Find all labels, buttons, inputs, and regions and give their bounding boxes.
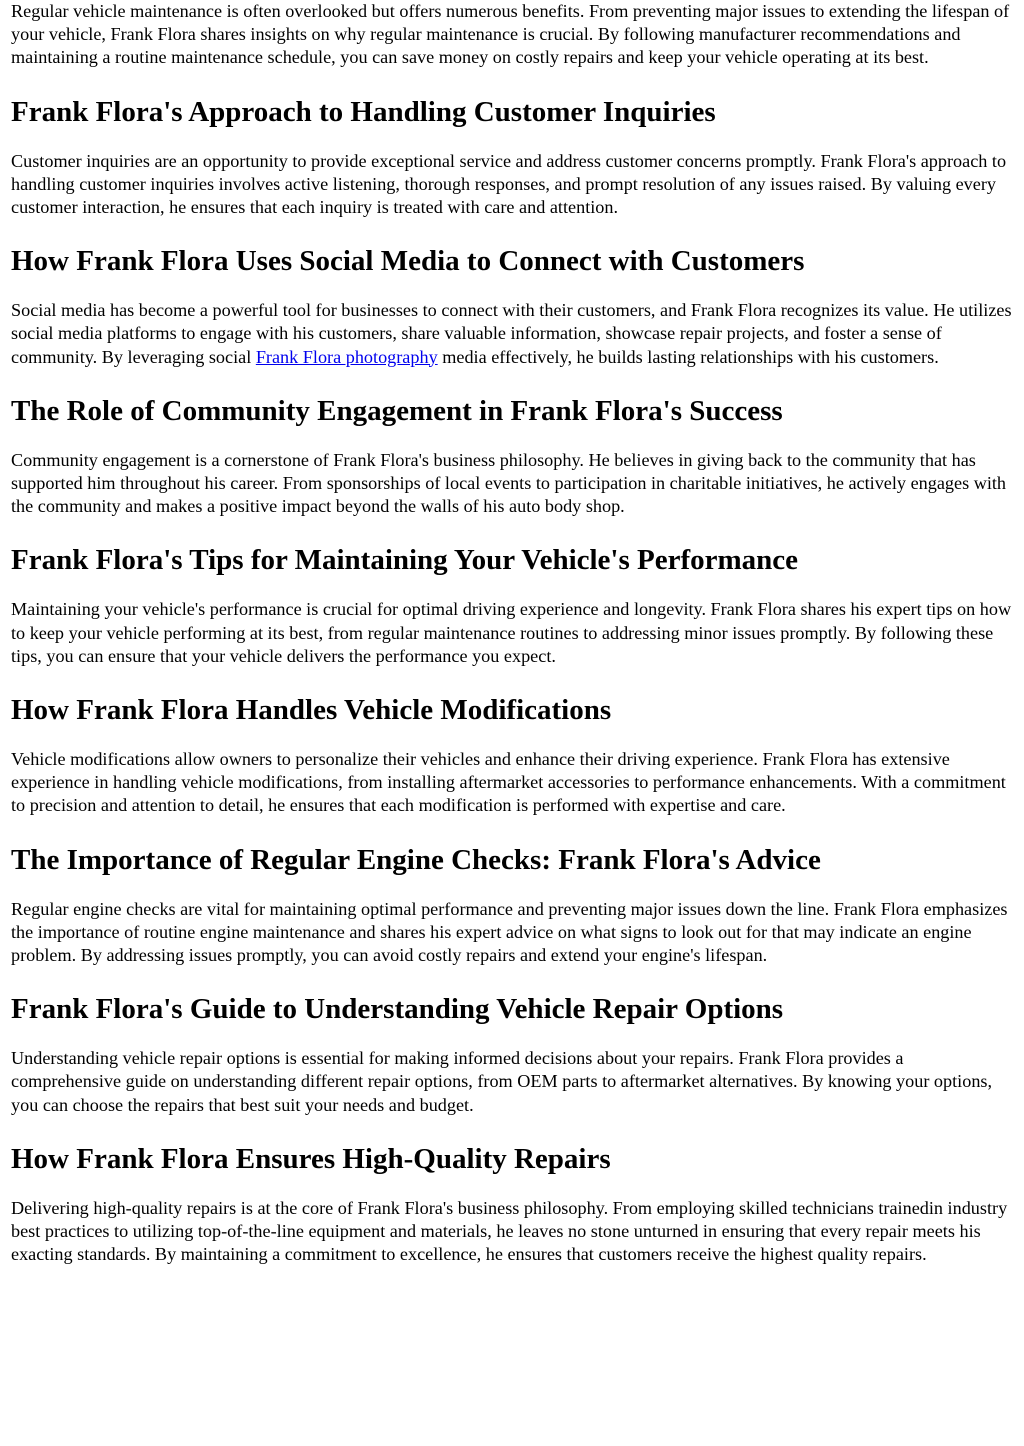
section-heading: The Role of Community Engagement in Frank Flora's Success: [11, 394, 783, 427]
section-heading: Frank Flora's Guide to Understanding Vehicle Repair Options: [11, 993, 784, 1026]
section-social-media: [11, 244, 1013, 369]
section-customer-inquiries: [11, 95, 1013, 220]
section-community-engagement: [11, 394, 1013, 519]
section-paragraph: [11, 299, 1013, 369]
section-heading: How Frank Flora Uses Social Media to Connect with Customers: [11, 245, 805, 278]
paragraph-text-after-link: media effectively, he builds lasting relationships with his customers.: [437, 346, 939, 367]
section-paragraph: Regular engine checks are vital for maintaining optimal performance and preventing major issues down the line. Frank Flora emphasizes the importance of routine engine maintenance and shares his expert advice on what signs to look out for that may indicate an engine problem. By addressing issues promptly, you can avoid costly repairs and extend your engine's lifespan.: [11, 898, 1008, 966]
paragraph-text-before-link: Social media has become a powerful tool for businesses to connect with their customers, and Frank Flora recognizes its value. He utilizes social media platforms to engage with his customers, share valuable information, showcase repair projects, and foster a sense of community. By leveraging social: [11, 300, 1012, 367]
section-heading: How Frank Flora Handles Vehicle Modifications: [11, 694, 612, 727]
section-vehicle-performance: [11, 543, 1013, 668]
section-paragraph: Vehicle modifications allow owners to personalize their vehicles and enhance their driving experience. Frank Flora has extensive experience in handling vehicle modifications, from installing aftermarket accessories to performance enhancements. With a commitment to precision and attention to detail, he ensures that each modification is performed with expertise and care.: [11, 749, 1006, 816]
frank-flora-photography-link[interactable]: Frank Flora photography: [255, 346, 438, 367]
section-repair-options: [11, 992, 1013, 1117]
section-vehicle-modifications: [11, 693, 1013, 818]
section-heading: How Frank Flora Ensures High-Quality Repairs: [11, 1142, 611, 1175]
intro-paragraph: Regular vehicle maintenance is often overlooked but offers numerous benefits. From preventing major issues to extending the lifespan of your vehicle, Frank Flora shares insights on why regular maintenance is crucial. By following manufacturer recommendations and maintaining a routine maintenance schedule, you can save money on costly repairs and keep your vehicle operating at its best.: [11, 1, 1010, 68]
section-paragraph: Community engagement is a cornerstone of Frank Flora's business philosophy. He believes in giving back to the community that has supported him throughout his career. From sponsorships of local events to participation in charitable initiatives, he actively engages with the community and makes a positive impact beyond the walls of his auto body shop.: [11, 449, 1007, 517]
section-paragraph: Delivering high-quality repairs is at the core of Frank Flora's business philosophy. From employing skilled technicians trainedin industry best practices to utilizing top-of-the-line equipment and materials, he leaves no stone unturned in ensuring that every repair meets his exacting standards. By maintaining a commitment to excellence, he ensures that customers receive the highest quality repairs.: [11, 1197, 1008, 1265]
section-heading: Frank Flora's Tips for Maintaining Your Vehicle's Performance: [11, 544, 799, 577]
section-heading: The Importance of Regular Engine Checks: Frank Flora's Advice: [11, 843, 821, 876]
section-high-quality-repairs: [11, 1142, 1013, 1267]
section-heading: Frank Flora's Approach to Handling Customer Inquiries: [11, 95, 716, 128]
section-paragraph: Customer inquiries are an opportunity to provide exceptional service and address customer concerns promptly. Frank Flora's approach to handling customer inquiries involves active listening, thorough responses, and prompt resolution of any issues raised. By valuing every customer interaction, he ensures that each inquiry is treated with care and attention.: [11, 150, 1007, 218]
section-engine-checks: [11, 843, 1013, 968]
section-paragraph: Understanding vehicle repair options is essential for making informed decisions about your repairs. Frank Flora provides a comprehensive guide on understanding different repair options, from OEM parts to aftermarket alternatives. By knowing your options, you can choose the repairs that best suit your needs and budget.: [11, 1048, 993, 1115]
section-paragraph: Maintaining your vehicle's performance is crucial for optimal driving experience and longevity. Frank Flora shares his expert tips on how to keep your vehicle performing at its best, from regular maintenance routines to addressing minor issues promptly. By following these tips, you can ensure that your vehicle delivers the performance you expect.: [11, 599, 1012, 666]
